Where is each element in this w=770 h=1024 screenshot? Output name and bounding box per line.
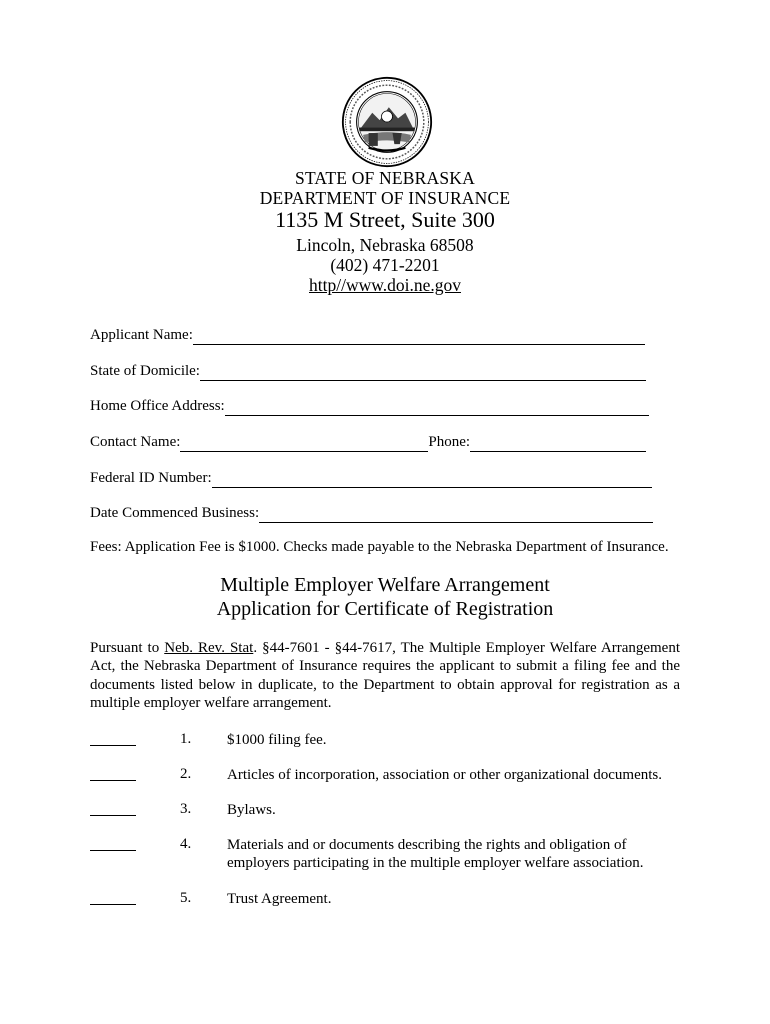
checklist-blank[interactable]: [90, 745, 136, 746]
home-office-address-label: Home Office Address:: [90, 398, 225, 414]
item-number: 3.: [180, 801, 192, 817]
item-number: 5.: [180, 890, 192, 906]
state-of-domicile-input[interactable]: [200, 363, 646, 381]
phone-input[interactable]: [470, 434, 646, 452]
department-url[interactable]: http//www.doi.ne.gov: [309, 275, 461, 295]
federal-id-label: Federal ID Number:: [90, 470, 212, 486]
paragraph-prefix: Pursuant to: [90, 640, 165, 656]
date-commenced-label: Date Commenced Business:: [90, 505, 260, 521]
home-office-address-field: [90, 396, 649, 416]
city-address: Lincoln, Nebraska 68508: [296, 235, 474, 255]
applicant-name-field: [90, 325, 645, 345]
contact-name-field: [90, 432, 646, 452]
checklist-blank[interactable]: [90, 850, 136, 851]
item-number: 1.: [180, 731, 192, 747]
item-text: Materials and or documents describing the rights and obligation of employers participating in the multiple employer welfare association.: [227, 837, 644, 871]
phone-label: Phone:: [428, 434, 471, 450]
checklist-blank[interactable]: [90, 904, 136, 905]
department-phone: (402) 471-2201: [330, 255, 440, 275]
paragraph-body: . §44-7601 - §44-7617, The Multiple Employer Welfare Arrangement Act, the Nebraska Department of Insurance requires the applicant to submit a filing fee and the documents listed below in duplicate, to the Department to obtain approval for registration as a multiple employer welfare arrangement.: [90, 640, 681, 711]
item-text: Bylaws.: [227, 802, 276, 818]
item-text: Articles of incorporation, association or other organizational documents.: [227, 767, 663, 783]
state-of-domicile-label: State of Domicile:: [90, 363, 200, 379]
contact-name-input[interactable]: [180, 434, 428, 452]
form-title-line1: Multiple Employer Welfare Arrangement: [220, 574, 550, 596]
street-address: 1135 M Street, Suite 300: [275, 207, 495, 232]
item-text: $1000 filing fee.: [227, 732, 327, 748]
intro-paragraph: [90, 639, 680, 712]
checklist-blank[interactable]: [90, 815, 136, 816]
date-commenced-field: [90, 503, 653, 523]
form-title-line2: Application for Certificate of Registration: [216, 598, 554, 620]
home-office-address-input[interactable]: [225, 398, 649, 416]
applicant-name-input[interactable]: [193, 327, 645, 345]
applicant-name-label: Applicant Name:: [90, 327, 193, 343]
department-heading: DEPARTMENT OF INSURANCE: [259, 188, 511, 208]
state-seal-icon: [341, 76, 433, 168]
item-number: 4.: [180, 836, 192, 852]
state-of-domicile-field: [90, 361, 646, 381]
item-number: 2.: [180, 766, 192, 782]
date-commenced-input[interactable]: [259, 505, 653, 523]
statute-reference: Neb. Rev. Stat: [164, 640, 254, 656]
contact-name-label: Contact Name:: [90, 434, 181, 450]
fees-note: Fees: Application Fee is $1000. Checks made payable to the Nebraska Department of Insurance.: [90, 539, 669, 555]
federal-id-field: [90, 468, 652, 488]
state-heading: STATE OF NEBRASKA: [295, 168, 475, 188]
item-text: Trust Agreement.: [227, 891, 332, 907]
checklist-blank[interactable]: [90, 780, 136, 781]
federal-id-input[interactable]: [212, 470, 652, 488]
